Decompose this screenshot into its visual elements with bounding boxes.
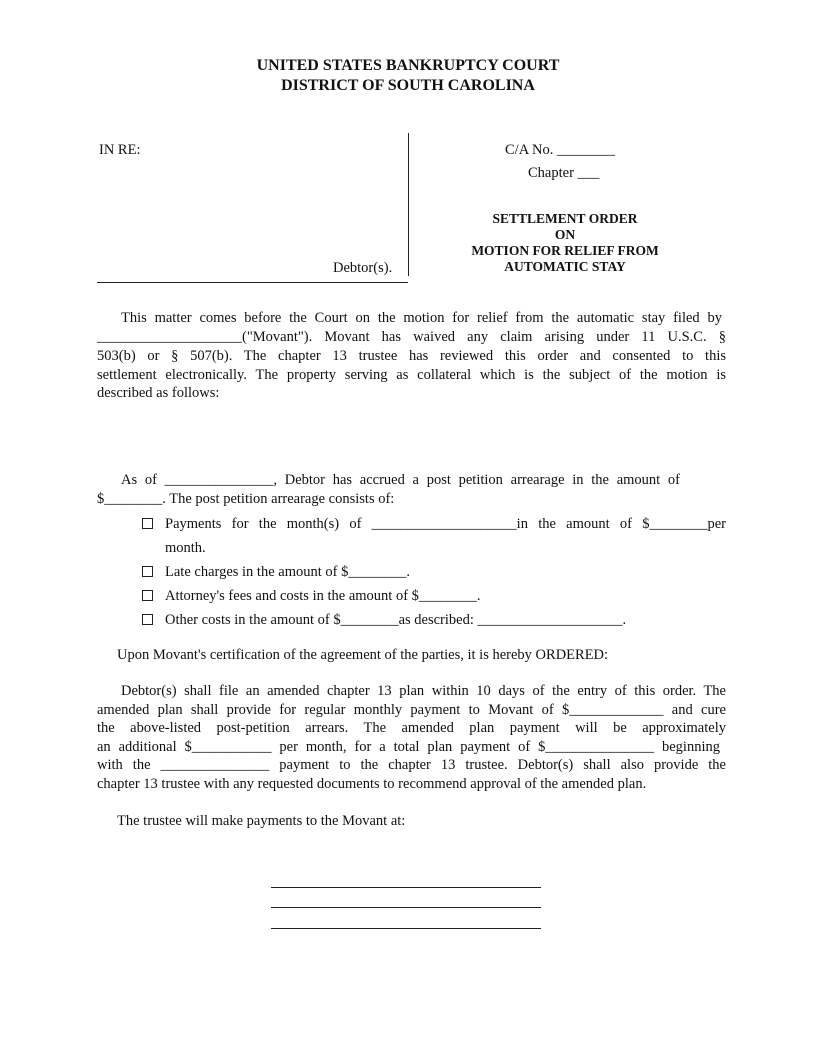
order-title-line: ON — [554, 227, 576, 242]
address-line — [271, 907, 541, 908]
debtors-label: Debtor(s). — [333, 260, 393, 276]
checkbox[interactable] — [142, 566, 153, 577]
checklist-item-continued: month. — [165, 540, 206, 556]
paragraph-line: with the _______________ payment to the chapter 13 trustee. Debtor(s) shall also provide the — [97, 757, 726, 773]
checklist-item: Late charges in the amount of $________. — [165, 564, 410, 580]
paragraph-line: chapter 13 trustee with any requested documents to recommend approval of the amended plan. — [97, 776, 647, 792]
ordered-statement: Upon Movant's certification of the agreement of the parties, it is hereby ORDERED: — [117, 647, 609, 663]
trustee-statement: The trustee will make payments to the Movant at: — [117, 813, 406, 829]
paragraph-line: settlement electronically. The property serving as collateral which is the subject of the motion is — [97, 367, 726, 383]
paragraph-line: 503(b) or § 507(b). The chapter 13 trustee has reviewed this order and consented to this — [97, 348, 726, 364]
address-line — [271, 928, 541, 929]
checklist-item: Attorney's fees and costs in the amount of $________. — [165, 588, 481, 604]
in-re-label: IN RE: — [99, 142, 141, 158]
paragraph-line: This matter comes before the Court on the motion for relief from the automatic stay filed by — [121, 310, 722, 326]
address-line — [271, 887, 541, 888]
paragraph-line: an additional $___________ per month, for a total plan payment of $_______________ beginning — [97, 739, 720, 755]
chapter-field: Chapter ___ — [528, 165, 600, 181]
paragraph-line: $________. The post petition arrearage consists of: — [97, 491, 395, 507]
paragraph-line: the above-listed post-petition arrears. The amended plan payment will be approximately — [97, 720, 726, 736]
paragraph-line: described as follows: — [97, 385, 220, 401]
paragraph-line: ____________________("Movant"). Movant has waived any claim arising under 11 U.S.C. § — [97, 329, 726, 345]
caption-divider-vertical — [408, 133, 409, 276]
paragraph-line: As of _______________, Debtor has accrued a post petition arrearage in the amount of — [121, 472, 680, 488]
court-name: UNITED STATES BANKRUPTCY COURT — [256, 57, 560, 74]
checkbox[interactable] — [142, 590, 153, 601]
caption-divider-horizontal — [97, 282, 408, 283]
order-title-line: AUTOMATIC STAY — [504, 259, 626, 274]
court-district: DISTRICT OF SOUTH CAROLINA — [281, 77, 535, 94]
paragraph-line: amended plan shall provide for regular monthly payment to Movant of $_____________ and cure — [97, 702, 726, 718]
case-number-field: C/A No. ________ — [505, 142, 615, 158]
checklist-item: Payments for the month(s) of ____________________in the amount of $________per — [165, 516, 726, 532]
order-title-line: MOTION FOR RELIEF FROM — [471, 243, 659, 258]
checkbox[interactable] — [142, 518, 153, 529]
paragraph-line: Debtor(s) shall file an amended chapter 13 plan within 10 days of the entry of this order. The — [121, 683, 726, 699]
order-title-line: SETTLEMENT ORDER — [492, 211, 638, 226]
checklist-item: Other costs in the amount of $________as described: ____________________. — [165, 612, 627, 628]
checkbox[interactable] — [142, 614, 153, 625]
